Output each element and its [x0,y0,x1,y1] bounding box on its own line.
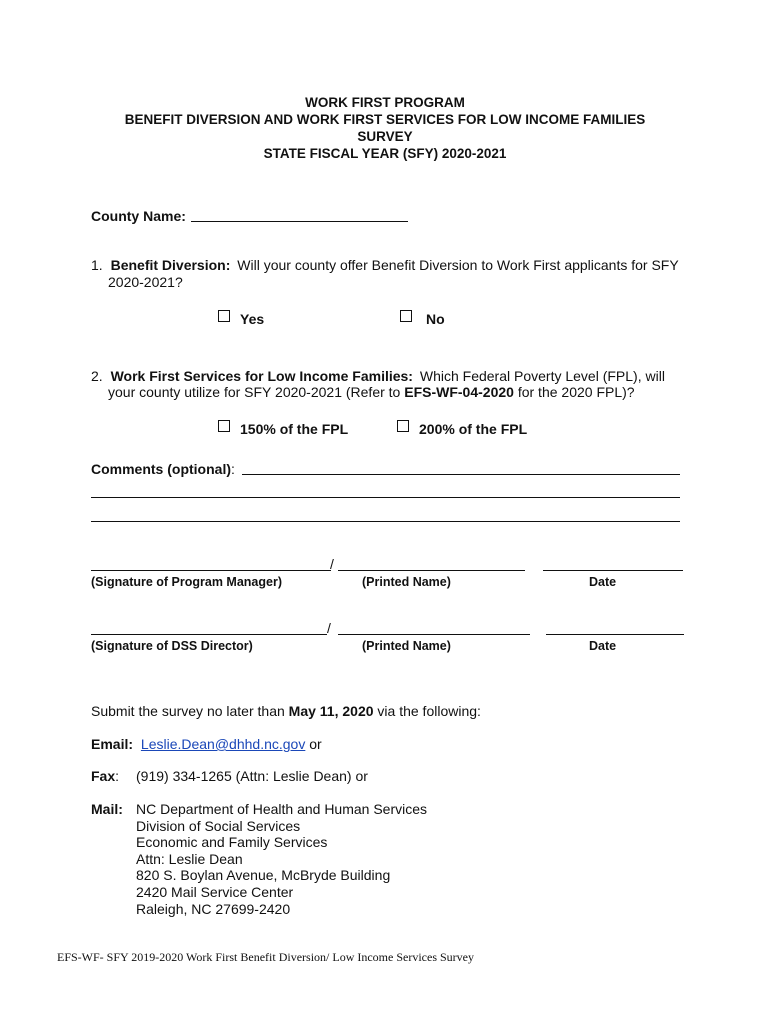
mail-address-line: Attn: Leslie Dean [136,850,243,867]
signature-slash-2: / [327,620,331,636]
dss-director-signature-line[interactable] [91,634,327,635]
mail-address-line: NC Department of Health and Human Services [136,801,428,817]
q1-number: 1. [91,257,103,273]
q1-heading: Benefit Diversion: [110,257,231,273]
program-manager-signature-label: (Signature of Program Manager) [91,575,282,589]
title-line-fiscal-year: STATE FISCAL YEAR (SFY) 2020-2021 [263,146,507,161]
q1-yes-label: Yes [240,311,265,327]
q1-yes-checkbox[interactable] [218,310,230,322]
mail-address-line: Raleigh, NC 27699-2420 [136,900,291,917]
q2-line2 [108,384,635,400]
date-label-1: Date [589,575,617,589]
q2-heading: Work First Services for Low Income Families: [110,368,413,384]
q2-150-checkbox[interactable] [218,420,230,432]
q1-line2: 2020-2021? [108,274,183,290]
comments-label-wrap [91,461,235,477]
printed-name-label-1: (Printed Name) [362,575,451,589]
comments-colon: : [231,461,235,477]
document-title [90,94,680,162]
q1-line1 [91,257,679,273]
mail-address [136,801,427,917]
fax-colon: : [115,768,120,784]
title-line-benefit: BENEFIT DIVERSION AND WORK FIRST SERVICES FOR LOW INCOME FAMILIES [124,112,646,127]
program-manager-date-line[interactable] [543,570,683,571]
q2-text-pre: your county utilize for SFY 2020-2021 (Refer to [108,384,401,400]
q2-text-post: for the 2020 FPL)? [517,384,635,400]
signature-slash-1: / [330,556,334,572]
mail-label: Mail: [91,801,123,817]
q1-text: Will your county offer Benefit Diversion to Work First applicants for SFY [237,257,679,273]
title-line-program: WORK FIRST PROGRAM [305,95,465,110]
q2-number: 2. [91,368,103,384]
county-name-label: County Name: [91,208,186,224]
q1-no-label: No [426,311,445,327]
q2-150-label: 150% of the FPL [240,421,349,437]
date-label-2: Date [589,639,617,653]
q2-200-checkbox[interactable] [397,420,409,432]
page-footer: EFS-WF- SFY 2019-2020 Work First Benefit Diversion/ Low Income Services Survey [57,950,474,964]
county-name-field[interactable] [191,221,408,222]
email-link[interactable]: Leslie.Dean@dhhd.nc.gov [140,736,306,752]
fax-row [91,768,119,784]
fax-value: (919) 334-1265 (Attn: Leslie Dean) or [136,768,368,784]
submit-post: via the following: [377,703,481,719]
program-manager-signature-line[interactable] [91,570,331,571]
q1-no-checkbox[interactable] [400,310,412,322]
mail-address-line: Economic and Family Services [136,834,328,851]
submit-instructions [91,703,481,719]
printed-name-label-2: (Printed Name) [362,639,451,653]
fax-label: Fax [91,768,116,784]
q2-text: Which Federal Poverty Level (FPL), will [419,368,665,384]
email-label: Email: [91,736,134,752]
submit-deadline: May 11, 2020 [288,703,374,719]
comments-field-line-2[interactable] [91,497,680,498]
dss-director-printed-name-line[interactable] [338,634,530,635]
comments-field-line-1[interactable] [242,474,680,475]
dss-director-signature-label: (Signature of DSS Director) [91,639,253,653]
q2-reference: EFS-WF-04-2020 [404,384,514,400]
comments-label: Comments (optional) [91,461,231,477]
dss-director-date-line[interactable] [546,634,684,635]
submit-pre: Submit the survey no later than [91,703,285,719]
q2-200-label: 200% of the FPL [419,421,528,437]
mail-address-line: Division of Social Services [136,817,301,834]
comments-field-line-3[interactable] [91,521,680,522]
mail-address-line: 2420 Mail Service Center [136,883,294,900]
program-manager-printed-name-line[interactable] [338,570,525,571]
email-row [91,736,322,752]
title-line-survey: SURVEY [357,129,413,144]
email-suffix: or [309,736,322,752]
mail-address-line: 820 S. Boylan Avenue, McBryde Building [136,867,391,884]
q2-line1 [91,368,665,384]
